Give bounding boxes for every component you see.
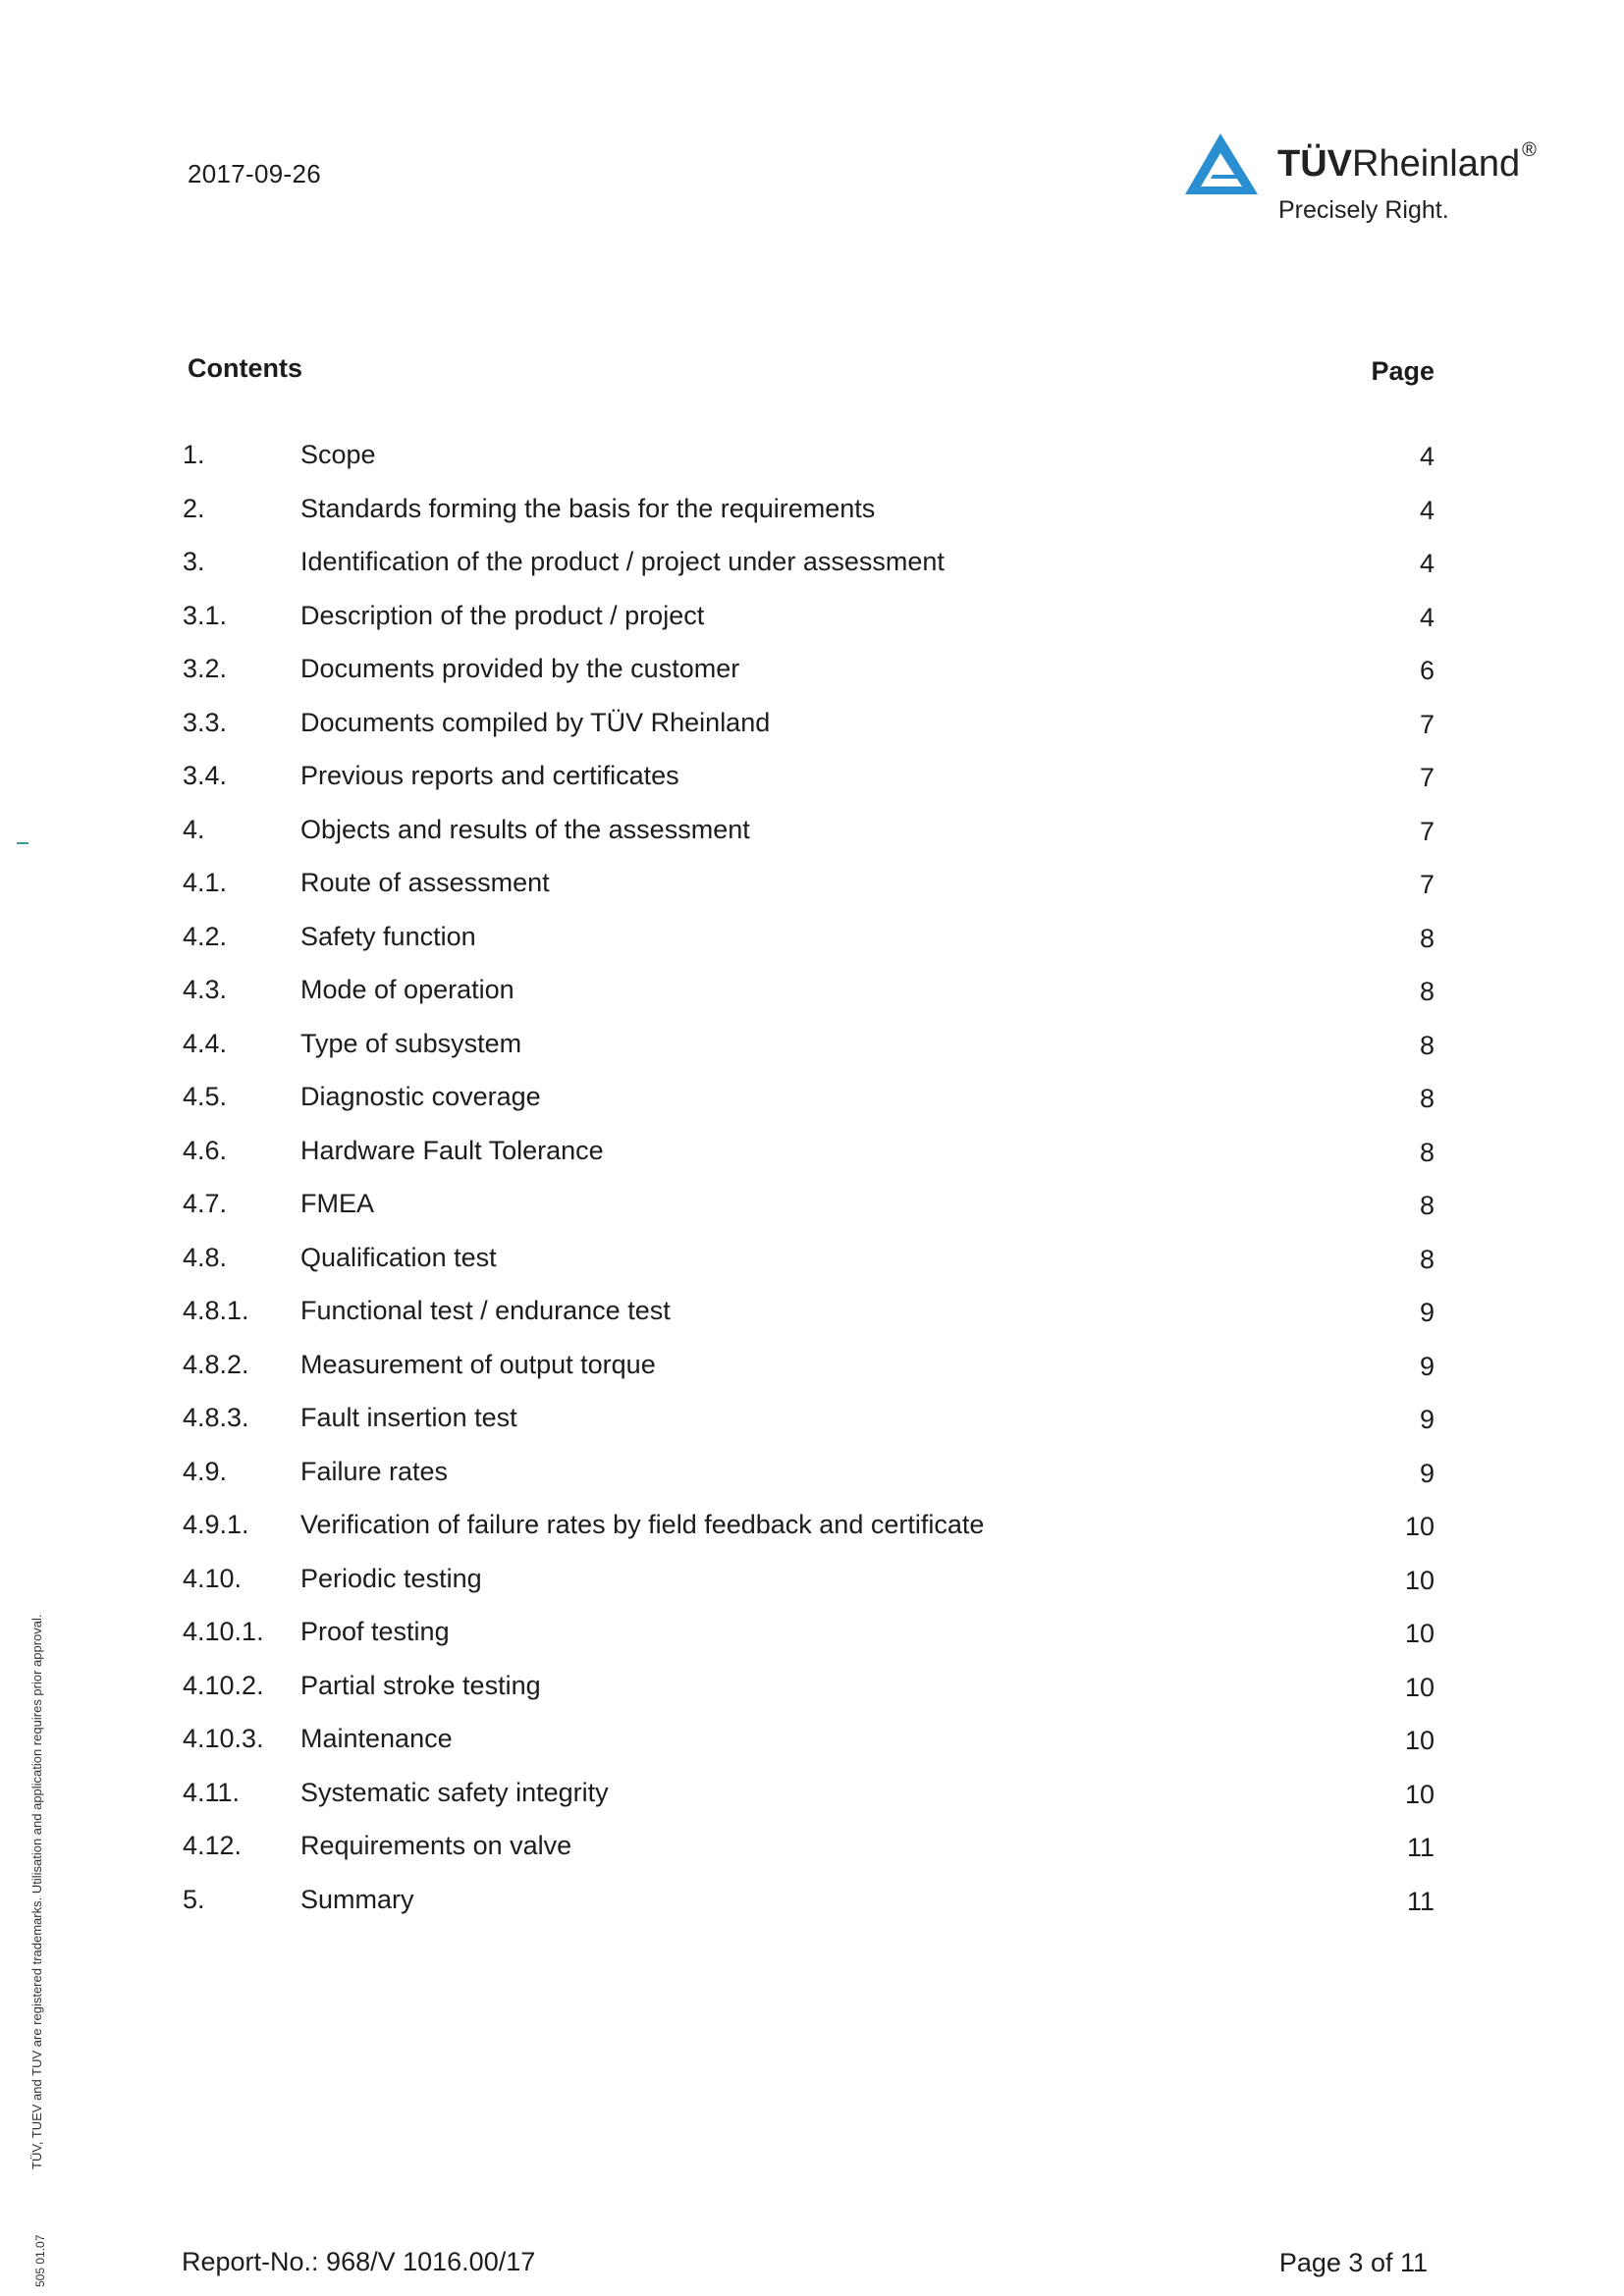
entry-title: Objects and results of the assessment (300, 814, 750, 844)
entry-number: 3.2. (183, 654, 228, 683)
entry-title: Mode of operation (300, 975, 514, 1004)
edge-mark (17, 842, 28, 844)
entry-page: 7 (1419, 763, 1435, 792)
entry-title: Summary (300, 1884, 414, 1914)
entry-page: 4 (1419, 442, 1435, 471)
entry-number: 4.9.1. (183, 1510, 249, 1539)
entry-title: Measurement of output torque (300, 1349, 656, 1379)
entry-page: 8 (1419, 1030, 1435, 1060)
entry-page: 4 (1419, 495, 1435, 525)
entry-title: Systematic safety integrity (300, 1777, 609, 1807)
entry-title: Failure rates (300, 1456, 449, 1486)
brand-name-bold: TÜV (1277, 143, 1352, 185)
entry-page: 7 (1419, 709, 1435, 739)
entry-page: 6 (1419, 656, 1435, 685)
entry-page: 8 (1419, 1191, 1435, 1220)
entry-title: Previous reports and certificates (300, 761, 679, 790)
entry-number: 4.8.2. (183, 1349, 249, 1379)
contents-entry (183, 1770, 1435, 1824)
contents-entry (183, 1128, 1435, 1182)
entry-title: Scope (300, 440, 376, 469)
tuv-rheinland-logo (1183, 130, 1576, 238)
form-code: 505 01.07 (33, 2234, 47, 2287)
entry-page: 8 (1419, 1137, 1435, 1167)
entry-title: Safety function (300, 921, 476, 951)
brand-name-regular: Rheinland (1352, 143, 1521, 185)
contents-entry (183, 1716, 1435, 1770)
entry-title: Description of the product / project (300, 600, 705, 630)
contents-entry (183, 1235, 1435, 1289)
entry-title: Route of assessment (300, 868, 550, 897)
entry-number: 4.10.2. (183, 1670, 264, 1700)
contents-entry (183, 700, 1435, 754)
contents-entry (183, 1877, 1435, 1931)
entry-page: 8 (1419, 1084, 1435, 1113)
entry-title: Documents compiled by TÜV Rheinland (300, 707, 771, 737)
entry-title: Standards forming the basis for the requirements (300, 493, 876, 523)
entry-page: 11 (1406, 1833, 1435, 1862)
contents-entry (183, 646, 1435, 700)
contents-entry (183, 432, 1435, 486)
entry-number: 4.1. (183, 868, 228, 897)
entry-title: FMEA (300, 1189, 375, 1218)
entry-number: 3. (183, 547, 205, 576)
contents-entry (183, 860, 1435, 914)
contents-list (183, 432, 1435, 1930)
entry-page: 9 (1419, 1351, 1435, 1381)
entry-number: 3.4. (183, 761, 228, 790)
entry-number: 4.10.1. (183, 1617, 264, 1646)
contents-entry (183, 593, 1435, 647)
entry-number: 4.3. (183, 975, 228, 1004)
entry-page: 9 (1419, 1405, 1435, 1434)
contents-entry (183, 1663, 1435, 1717)
contents-entry (183, 1021, 1435, 1075)
entry-title: Partial stroke testing (300, 1670, 541, 1700)
entry-number: 4.4. (183, 1028, 228, 1058)
entry-number: 4. (183, 814, 205, 844)
contents-entry (183, 1609, 1435, 1663)
entry-number: 4.2. (183, 921, 228, 951)
entry-page: 10 (1404, 1565, 1435, 1595)
contents-entry (183, 1502, 1435, 1556)
entry-page: 10 (1404, 1512, 1435, 1541)
report-date: 2017-09-26 (188, 159, 321, 188)
report-number: Report-No.: 968/V 1016.00/17 (182, 2247, 536, 2276)
entry-title: Qualification test (300, 1242, 497, 1272)
entry-title: Functional test / endurance test (300, 1296, 671, 1325)
entry-number: 4.5. (183, 1082, 228, 1111)
entry-page: 10 (1404, 1726, 1435, 1755)
contents-entry (183, 1556, 1435, 1610)
entry-page: 8 (1419, 923, 1435, 953)
contents-entry (183, 1449, 1435, 1503)
entry-page: 10 (1404, 1672, 1435, 1702)
entry-page: 10 (1404, 1619, 1435, 1648)
entry-title: Proof testing (300, 1617, 450, 1646)
entry-number: 3.1. (183, 600, 228, 630)
page-indicator: Page 3 of 11 (1278, 2248, 1428, 2277)
contents-entry (183, 1395, 1435, 1449)
entry-number: 4.11. (183, 1777, 241, 1807)
contents-entry (183, 753, 1435, 807)
contents-entry (183, 967, 1435, 1021)
entry-title: Requirements on valve (300, 1831, 572, 1860)
entry-number: 5. (183, 1884, 205, 1914)
entry-number: 3.3. (183, 707, 228, 737)
entry-page: 4 (1419, 549, 1435, 578)
trademark-note: TÜV, TUEV and TUV are registered trademarks. Utilisation and application requires prior approval. (29, 1614, 44, 2169)
brand-tagline: Precisely Right. (1278, 196, 1449, 224)
entry-page: 4 (1419, 602, 1435, 632)
entry-number: 1. (183, 440, 205, 469)
registered-mark: ® (1522, 139, 1537, 161)
entry-number: 4.10.3. (183, 1724, 264, 1753)
entry-title: Verification of failure rates by field feedback and certificate (300, 1510, 985, 1539)
entry-number: 4.7. (183, 1189, 228, 1218)
page-column-label: Page (1371, 356, 1435, 386)
entry-page: 7 (1419, 816, 1435, 846)
entry-number: 4.6. (183, 1135, 228, 1165)
entry-page: 9 (1419, 1458, 1435, 1488)
entry-number: 2. (183, 493, 205, 523)
entry-title: Periodic testing (300, 1563, 482, 1593)
entry-title: Documents provided by the customer (300, 654, 740, 683)
entry-page: 8 (1419, 977, 1435, 1006)
contents-entry (183, 1823, 1435, 1877)
contents-entry (183, 1181, 1435, 1235)
contents-entry (183, 807, 1435, 861)
contents-entry (183, 914, 1435, 968)
triangle-logo-icon (1183, 130, 1262, 200)
entry-page: 9 (1419, 1298, 1435, 1327)
entry-title: Fault insertion test (300, 1403, 517, 1432)
entry-number: 4.8. (183, 1242, 228, 1272)
contents-entry (183, 1342, 1435, 1396)
entry-title: Hardware Fault Tolerance (300, 1135, 604, 1165)
contents-entry (183, 1074, 1435, 1128)
contents-entry (183, 1288, 1435, 1342)
contents-header (188, 353, 1435, 393)
entry-page: 11 (1406, 1886, 1435, 1916)
brand-name (1277, 139, 1537, 186)
entry-title: Maintenance (300, 1724, 453, 1753)
entry-title: Diagnostic coverage (300, 1082, 541, 1111)
contents-entry (183, 539, 1435, 593)
entry-number: 4.10. (183, 1563, 243, 1593)
entry-page: 8 (1419, 1244, 1435, 1274)
entry-number: 4.9. (183, 1456, 228, 1486)
entry-page: 7 (1419, 870, 1435, 899)
entry-number: 4.8.3. (183, 1403, 249, 1432)
entry-page: 10 (1404, 1779, 1435, 1809)
contents-title: Contents (188, 353, 302, 383)
entry-title: Identification of the product / project under assessment (300, 547, 945, 576)
contents-entry (183, 486, 1435, 540)
entry-number: 4.12. (183, 1831, 243, 1860)
entry-title: Type of subsystem (300, 1028, 522, 1058)
entry-number: 4.8.1. (183, 1296, 249, 1325)
